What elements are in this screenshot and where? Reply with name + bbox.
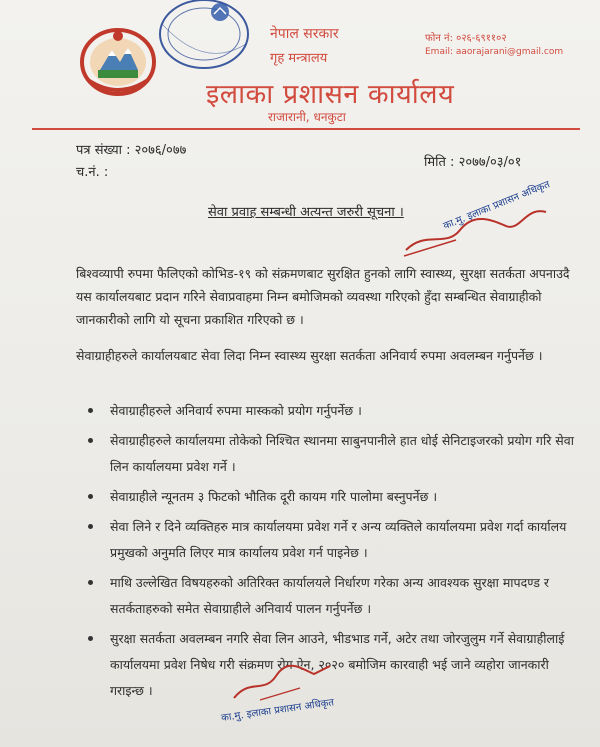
bullet-icon bbox=[88, 494, 93, 499]
list-item: सेवाग्राहीहरुले अनिवार्य रुपमा मास्कको प्रयोग गर्नुपर्नेछ । bbox=[76, 398, 586, 424]
list-item: सेवाग्राहीहरुले कार्यालयमा तोकेको निश्चित स्थानमा साबुनपानीले हात धोई सेनिटाइजरको प्रयोग गरि सेवा लिन कार्यालयमा प्रवेश गर्ने । bbox=[76, 428, 586, 480]
list-item: माथि उल्लेखित विषयहरुको अतिरिक्त कार्यालयले निर्धारण गरेका अन्य आवश्यक सुरक्षा मापदण्ड र सतर्कताहरुको समेत सेवाग्राहीले अनिवार्य पालन गर्नुपर्नेछ । bbox=[76, 570, 586, 622]
bullet-icon bbox=[88, 580, 93, 585]
requirements-paragraph: सेवाग्राहीहरुले कार्यालयबाट सेवा लिदा निम्न स्वास्थ्य सुरक्षा सतर्कता अनिवार्य रुपमा अवलम्बन गर्नुपर्नेछ । bbox=[76, 348, 543, 363]
reference-number: पत्र संख्या : २०७६/०७७ bbox=[76, 143, 187, 158]
phone-number: फोन नं: ०२६-६९११०२ bbox=[425, 33, 507, 44]
office-address: राजारानी, धनकुटा bbox=[268, 110, 346, 124]
list-item: सेवाग्राहीले न्यूनतम ३ फिटको भौतिक दूरी कायम गरि पालोमा बस्नुपर्नेछ । bbox=[76, 484, 586, 510]
signatory-designation-bottom: का.मु. इलाका प्रशासन अधिकृत bbox=[220, 697, 335, 724]
bullet-icon bbox=[88, 408, 93, 413]
letter-date: मिति : २०७७/०३/०१ bbox=[424, 155, 522, 170]
email-address: Email: aaorajarani@gmail.com bbox=[425, 47, 564, 57]
office-seal-icon bbox=[152, 0, 252, 78]
bullet-icon bbox=[88, 636, 93, 641]
government-label: नेपाल सरकार bbox=[270, 26, 339, 42]
list-item: सुरक्षा सतर्कता अवलम्बन नगरि सेवा लिन आउने, भीडभाड गर्ने, अटेर तथा जोरजुलुम गर्ने सेवाग्राहीलाई कार्यालयमा प्रवेश निषेध गरी संक्रमण रोग ऐन, २०२० बमोजिम कारवाही भई जाने व्यहोरा जानकारी गराइन्छ । bbox=[76, 626, 586, 704]
nepal-emblem-icon bbox=[78, 22, 158, 97]
bullet-icon bbox=[88, 438, 93, 443]
ministry-label: गृह मन्त्रालय bbox=[270, 51, 328, 66]
office-name: इलाका प्रशासन कार्यालय bbox=[206, 79, 455, 110]
intro-paragraph: बिश्वव्यापी रुपमा फैलिएको कोभिड-१९ को संक्रमणबाट सुरक्षित हुनको लागि स्वास्थ्य, सुरक्षा सतर्कता अपनाउदै यस कार्यालयबाट प्रदान गरिने सेवाप्रवाहमा निम्न बमोजिमको व्यवस्था गरिएको हुँदा सम्बन्धित सेवाग्राहीको जानकारीको लागि यो सूचना प्रकाशित गरिएको छ । bbox=[76, 266, 570, 327]
letter-subject: सेवा प्रवाह सम्बन्धी अत्यन्त जरुरी सूचना । bbox=[208, 205, 404, 220]
list-item: सेवा लिने र दिने व्यक्तिहरु मात्र कार्यालयमा प्रवेश गर्ने र अन्य व्यक्तिले कार्यालयमा प्रवेश गर्दा कार्यालय प्रमुखको अनुमति लिएर मात्र कार्यालय प्रवेश गर्न पाइनेछ । bbox=[76, 514, 586, 566]
signatory-designation-top: का.मु. इलाका प्रशासन अधिकृत bbox=[441, 179, 552, 232]
dispatch-number: च.नं. : bbox=[76, 165, 109, 180]
header-divider bbox=[32, 128, 580, 130]
bullet-icon bbox=[88, 524, 93, 529]
